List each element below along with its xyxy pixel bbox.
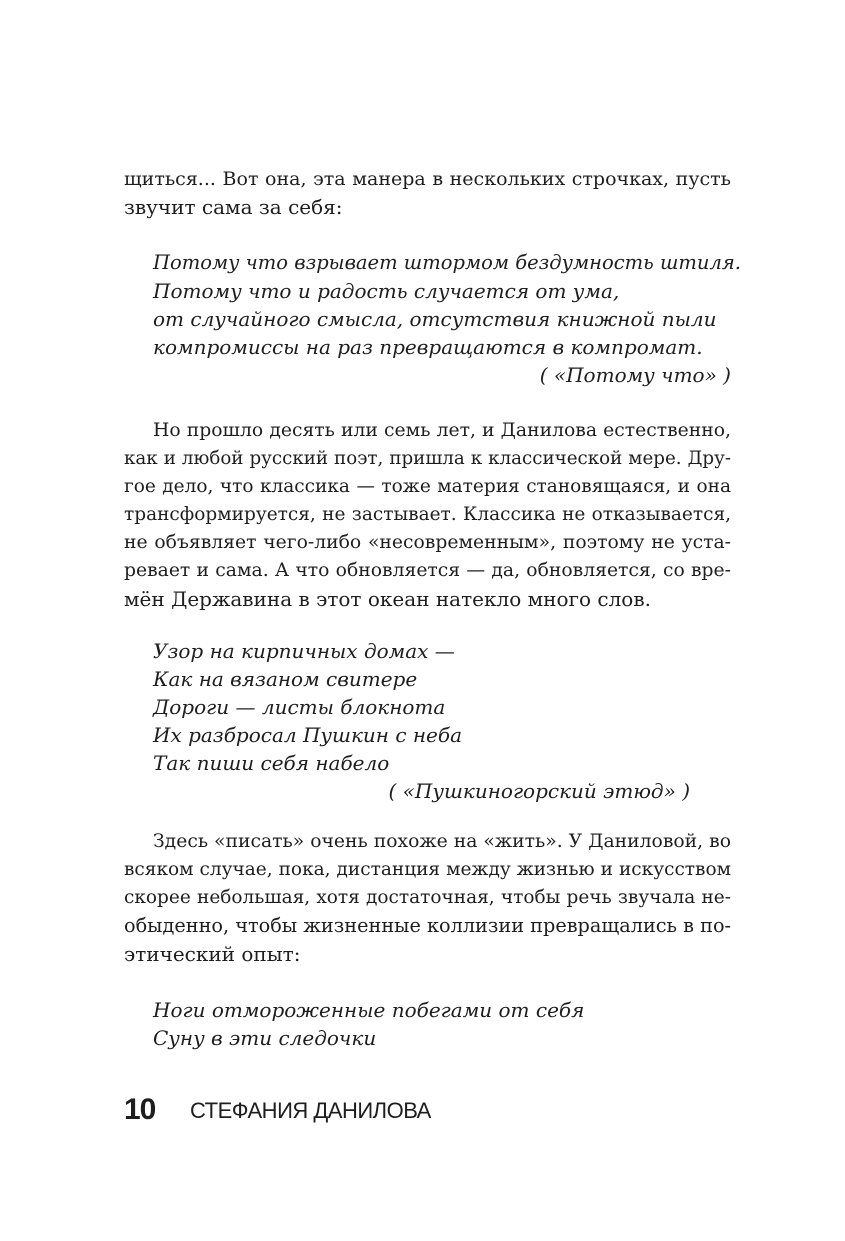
paragraph-2-line: гое дело, что классика — тоже материя становящаяся, и она	[124, 476, 731, 497]
paragraph-3-line: обыденно, чтобы жизненные коллизии превращались в по-	[124, 914, 732, 937]
poem-2-line: Дороги — листы блокнота	[153, 695, 446, 719]
paragraph-2-line: как и любой русский поэт, пришла к классической мере. Дру-	[124, 448, 731, 469]
poem-3-line: Ноги отмороженные побегами от себя	[153, 998, 585, 1022]
poem-1-line: Потому что взрывает штормом бездумность штиля.	[153, 251, 741, 274]
paragraph-3-line: всяком случае, пока, дистанция между жизнью и искусством	[124, 859, 731, 880]
paragraph-3-line: этический опыт:	[124, 942, 301, 966]
poem-2-line: Так пиши себя набело	[153, 751, 390, 775]
paragraph-2-line: трансформируется, не застывает. Классика не отказывается,	[124, 504, 731, 525]
page-number: 10	[124, 1093, 156, 1126]
poem-3-line: Суну в эти следочки	[153, 1026, 377, 1050]
paragraph-2-line: мён Державина в этот океан натекло много слов.	[124, 587, 651, 611]
paragraph-2-line: не объявляет чего-либо «несовременным», поэтому не уста-	[124, 532, 731, 553]
paragraph-1-line: щиться... Вот она, эта манера в нескольких строчках, пусть	[124, 168, 731, 190]
running-head: СТЕФАНИЯ ДАНИЛОВА	[190, 1098, 431, 1123]
poem-1-attribution: ( «Потому что» )	[539, 363, 731, 387]
paragraph-3-line: Здесь «писать» очень похоже на «жить». У Даниловой, во	[153, 831, 731, 852]
paragraph-2-line: Но прошло десять или семь лет, и Данилова естественно,	[153, 420, 731, 441]
paragraph-1-line: звучит сама за себя:	[124, 195, 343, 219]
paragraph-2-line: ревает и сама. А что обновляется — да, обновляется, со вре-	[124, 560, 731, 581]
poem-1-line: компромиссы на раз превращаются в компромат.	[153, 335, 703, 359]
poem-2-attribution: ( «Пушкиногорский этюд» )	[388, 779, 690, 803]
paragraph-3-line: скорее небольшая, хотя достаточная, чтобы речь звучала не-	[124, 887, 731, 908]
poem-2-line: Как на вязаном свитере	[153, 667, 418, 691]
poem-1-line: Потому что и радость случается от ума,	[153, 279, 620, 303]
poem-2-line: Узор на кирпичных домах —	[153, 639, 455, 663]
poem-1-line: от случайного смысла, отсутствия книжной пыли	[153, 307, 717, 331]
poem-2-line: Их разбросал Пушкин с неба	[153, 723, 463, 747]
